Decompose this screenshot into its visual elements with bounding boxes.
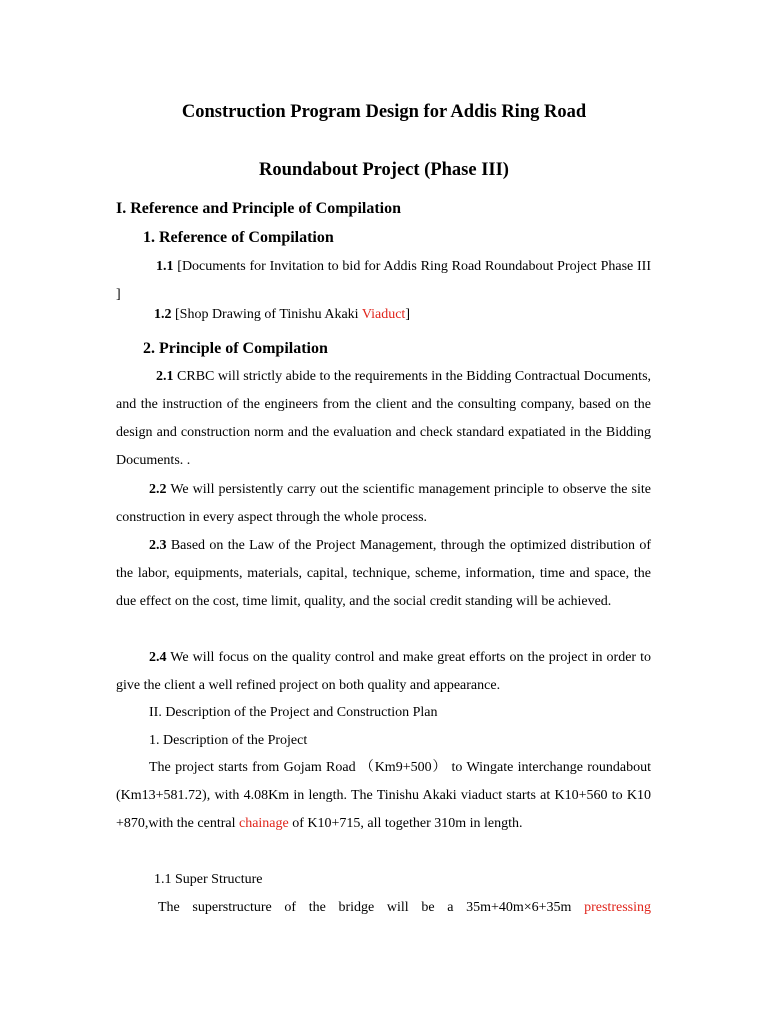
paragraph-text: Based on the Law of the Project Management, through the optimized distribution of the labor, equipments, materials, capital, technique, scheme, information, time and space, the due effect on the cost, time limit, quality, and the social credit standing will be achieved. [116,538,651,609]
paragraph-2-1 [116,363,651,475]
paragraph-text-end: ] [405,307,410,322]
paragraph-text: [Documents for Invitation to bid for Addis Ring Road Roundabout Project Phase III ] [116,259,652,302]
subheading-principle: 2. Principle of Compilation [143,340,328,357]
paragraph-number: 2.2 [149,482,167,497]
paragraph-text: [Shop Drawing of Tinishu Akaki [175,307,362,322]
highlight-term: prestressing [584,900,651,915]
subheading-description: 1. Description of the Project [149,733,308,748]
paragraph-text: CRBC will strictly abide to the requirements in the Bidding Contractual Documents, and the instruction of the engineers from the client and the consulting company, based on the design and construction norm and the evaluation and check standard expatiated in the Bidding Documents. . [116,369,652,468]
super-structure-paragraph [116,900,651,916]
section-heading-1: I. Reference and Principle of Compilation [116,200,402,217]
highlight-term: Viaduct [361,307,406,322]
subheading-reference: 1. Reference of Compilation [143,229,334,246]
paragraph-number: 1.1 [156,259,174,274]
paragraph-number: 2.4 [149,650,167,665]
paragraph-text: The superstructure of the bridge will be a 35m+40m×6+35m [158,900,585,915]
paragraph-number: 2.3 [149,538,167,553]
paragraph-text: The project starts from Gojam Road （Km9+500） to Wingate interchange roundabout (Km13+581.72), with 4.08Km in length. The Tinishu Akaki viaduct starts at K10+560 to K10 +870,with the central [116,760,651,831]
paragraph-2-2 [116,476,651,532]
subheading-super-structure: 1.1 Super Structure [154,872,263,887]
paragraph-text: We will persistently carry out the scientific management principle to observe the site construction in every aspect through the whole process. [116,482,651,525]
project-description-paragraph [116,754,651,838]
paragraph-number: 2.1 [156,369,174,384]
document-title-line-1: Construction Program Design for Addis Ring Road [181,102,587,122]
paragraph-1-2 [154,307,410,323]
section-heading-2: II. Description of the Project and Construction Plan [149,705,438,720]
paragraph-2-3 [116,532,651,616]
document-title-line-2: Roundabout Project (Phase III) [259,160,509,180]
paragraph-text: We will focus on the quality control and make great efforts on the project in order to give the client a well refined project on both quality and appearance. [116,650,652,693]
paragraph-text-end: of K10+715, all together 310m in length. [288,816,523,831]
paragraph-number: 1.2 [154,307,172,322]
paragraph-1-1 [116,253,651,309]
paragraph-2-4 [116,644,651,700]
highlight-term: chainage [238,816,289,831]
